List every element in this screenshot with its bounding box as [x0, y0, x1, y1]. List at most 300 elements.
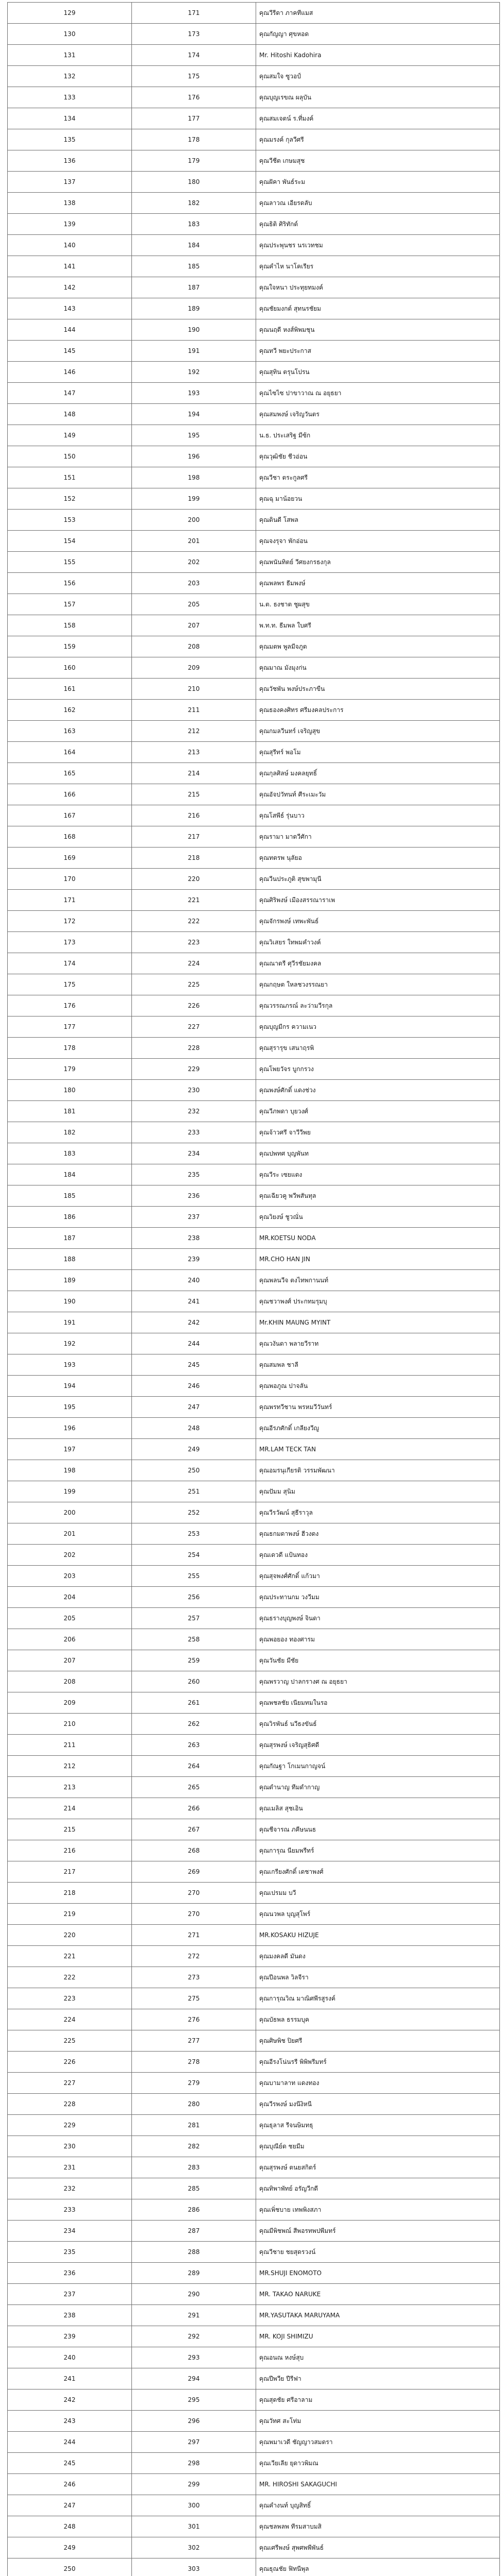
row-name-cell: คุณพลพร ธีมพงษ์	[256, 573, 500, 594]
row-index-cell: 214	[8, 1798, 132, 1819]
row-index-cell: 219	[8, 1904, 132, 1925]
table-row	[8, 425, 500, 446]
row-name-cell: คุณจ้าวศรี จาวีวีพย	[256, 1122, 500, 1143]
row-number-cell: 270	[132, 1883, 256, 1904]
row-index-cell: 158	[8, 615, 132, 636]
row-number-cell: 263	[132, 1735, 256, 1756]
row-index-cell: 201	[8, 1523, 132, 1545]
row-number-cell: 239	[132, 1249, 256, 1270]
row-number-cell: 259	[132, 1650, 256, 1671]
row-index-cell: 222	[8, 1967, 132, 1988]
row-number-cell: 187	[132, 277, 256, 298]
row-index-cell: 241	[8, 2368, 132, 2389]
row-number-cell: 175	[132, 66, 256, 87]
row-number-cell: 255	[132, 1566, 256, 1587]
row-number-cell: 224	[132, 953, 256, 974]
table-row	[8, 1650, 500, 1671]
table-row	[8, 1967, 500, 1988]
row-index-cell: 209	[8, 1692, 132, 1714]
row-index-cell: 228	[8, 2094, 132, 2115]
row-index-cell: 188	[8, 1249, 132, 1270]
row-index-cell: 176	[8, 995, 132, 1016]
row-number-cell: 303	[132, 2558, 256, 2576]
row-index-cell: 142	[8, 277, 132, 298]
table-row	[8, 2558, 500, 2576]
row-name-cell: คุณคำงนท์ บุญสิทธิ์	[256, 2495, 500, 2516]
row-name-cell: คุณวีระ เซยแดง	[256, 1164, 500, 1185]
row-index-cell: 236	[8, 2263, 132, 2284]
row-number-cell: 279	[132, 2073, 256, 2094]
row-name-cell: คุณเฉียวคู พวีพสันทุล	[256, 1185, 500, 1207]
row-index-cell: 192	[8, 1333, 132, 1354]
table-row	[8, 890, 500, 911]
row-name-cell: คุณพอยอง ทองศารม	[256, 1629, 500, 1650]
row-index-cell: 202	[8, 1545, 132, 1566]
row-name-cell: คุณมตพ พูลมีจภูต	[256, 636, 500, 657]
row-index-cell: 175	[8, 974, 132, 995]
row-number-cell: 282	[132, 2136, 256, 2157]
row-index-cell: 171	[8, 890, 132, 911]
table-row	[8, 2368, 500, 2389]
row-name-cell: คุณมรงค์ กุลวีศรี	[256, 129, 500, 150]
table-row	[8, 1460, 500, 1481]
row-number-cell: 292	[132, 2326, 256, 2347]
table-row	[8, 172, 500, 193]
table-row	[8, 1122, 500, 1143]
row-index-cell: 199	[8, 1481, 132, 1502]
row-name-cell: คุณศิษพิช ปิยศรี	[256, 2030, 500, 2052]
row-number-cell: 216	[132, 805, 256, 826]
row-number-cell: 273	[132, 1967, 256, 1988]
row-name-cell: คุณสุรพงษ์ ตนยสกิตร์	[256, 2157, 500, 2178]
row-number-cell: 194	[132, 404, 256, 425]
row-name-cell: คุณธุลาส รีจนษิมทธุ	[256, 2115, 500, 2136]
table-row	[8, 1714, 500, 1735]
row-name-cell: คุณธกมดาพงษ์ ฮีวงดง	[256, 1523, 500, 1545]
row-name-cell: คุณดำนาญ ทีมดำกาญ	[256, 1777, 500, 1798]
table-row	[8, 235, 500, 256]
table-row	[8, 2474, 500, 2495]
row-number-cell: 180	[132, 172, 256, 193]
row-number-cell: 214	[132, 763, 256, 784]
row-name-cell: คุณวีชีต เกษมสุช	[256, 150, 500, 172]
row-name-cell: คุณวีนประภูติ สุขพามุนี	[256, 869, 500, 890]
row-index-cell: 156	[8, 573, 132, 594]
row-number-cell: 195	[132, 425, 256, 446]
row-name-cell: คุณปีพวีย ปีรีฟา	[256, 2368, 500, 2389]
row-name-cell: คุณกัณฐา โกเมนกาญจน์	[256, 1756, 500, 1777]
table-row	[8, 2073, 500, 2094]
row-number-cell: 276	[132, 2009, 256, 2030]
row-index-cell: 183	[8, 1143, 132, 1164]
table-row	[8, 1671, 500, 1692]
row-name-cell: พ.ท.ท. ธีมพล ใบศรี	[256, 615, 500, 636]
row-number-cell: 182	[132, 193, 256, 214]
row-index-cell: 167	[8, 805, 132, 826]
table-row	[8, 848, 500, 869]
table-row	[8, 721, 500, 742]
row-name-cell: MR.LAM TECK TAN	[256, 1439, 500, 1460]
row-index-cell: 161	[8, 679, 132, 700]
row-number-cell: 210	[132, 679, 256, 700]
row-number-cell: 298	[132, 2453, 256, 2474]
row-name-cell: คุณสมเจตน์ ร.ที่มงค์	[256, 108, 500, 129]
row-name-cell: คุณสุรารุข เสนาฤรพิ	[256, 1038, 500, 1059]
row-name-cell: คุณดินดี โสพล	[256, 510, 500, 531]
row-number-cell: 179	[132, 150, 256, 172]
row-index-cell: 141	[8, 256, 132, 277]
row-name-cell: คุณสมพล ชาลี	[256, 1354, 500, 1376]
row-index-cell: 146	[8, 362, 132, 383]
table-row	[8, 615, 500, 636]
row-number-cell: 174	[132, 45, 256, 66]
row-index-cell: 172	[8, 911, 132, 932]
row-name-cell: คุณธิติ ศิริทักด์	[256, 214, 500, 235]
row-name-cell: คุณบุญเรขณ ผลุบัน	[256, 87, 500, 108]
row-index-cell: 211	[8, 1735, 132, 1756]
row-name-cell: คุณพมาเวดี ชัญญาวสมดรา	[256, 2432, 500, 2453]
row-index-cell: 152	[8, 488, 132, 510]
row-number-cell: 236	[132, 1185, 256, 1207]
row-index-cell: 212	[8, 1756, 132, 1777]
table-row	[8, 1502, 500, 1523]
row-index-cell: 137	[8, 172, 132, 193]
row-number-cell: 223	[132, 932, 256, 953]
row-index-cell: 238	[8, 2305, 132, 2326]
row-name-cell: คุณวีรีดา ภาคทีแมส	[256, 3, 500, 24]
row-index-cell: 191	[8, 1312, 132, 1333]
row-name-cell: คุณไซไซ ปาขาวาณ ณ อยุธยา	[256, 383, 500, 404]
row-index-cell: 213	[8, 1777, 132, 1798]
row-number-cell: 237	[132, 1207, 256, 1228]
row-number-cell: 189	[132, 298, 256, 319]
row-name-cell: คุณวงันดา พลายวีราท	[256, 1333, 500, 1354]
row-number-cell: 238	[132, 1228, 256, 1249]
table-row	[8, 1798, 500, 1819]
row-number-cell: 258	[132, 1629, 256, 1650]
row-index-cell: 198	[8, 1460, 132, 1481]
row-name-cell: น.ธ. ประเสริฐ มีซ้ก	[256, 425, 500, 446]
table-row	[8, 2136, 500, 2157]
row-index-cell: 207	[8, 1650, 132, 1671]
table-row	[8, 1587, 500, 1608]
row-index-cell: 247	[8, 2495, 132, 2516]
row-index-cell: 220	[8, 1925, 132, 1946]
table-row	[8, 594, 500, 615]
row-name-cell: คุณเพิ่ชบาย เทพพิงสภา	[256, 2199, 500, 2221]
row-name-cell: Mr.KHIN MAUNG MYINT	[256, 1312, 500, 1333]
row-index-cell: 190	[8, 1291, 132, 1312]
table-row	[8, 1143, 500, 1164]
row-name-cell: คุณกฤษต ใหลชวงรรณยา	[256, 974, 500, 995]
row-index-cell: 184	[8, 1164, 132, 1185]
row-index-cell: 149	[8, 425, 132, 446]
row-name-cell: คุณวีรวัฒน์ สุธีราวุล	[256, 1502, 500, 1523]
row-index-cell: 150	[8, 446, 132, 467]
row-number-cell: 246	[132, 1376, 256, 1397]
row-name-cell: คุณศิริพงษ์ เมืองสรรณาราเพ	[256, 890, 500, 911]
row-name-cell: MR. TAKAO NARUKE	[256, 2284, 500, 2305]
row-name-cell: คุณวีชาย ชยสุดรวงน์	[256, 2242, 500, 2263]
row-number-cell: 220	[132, 869, 256, 890]
row-number-cell: 230	[132, 1080, 256, 1101]
row-index-cell: 242	[8, 2389, 132, 2411]
row-number-cell: 198	[132, 467, 256, 488]
row-name-cell: คุณวิรพันธ์ นวีธงขันธ์	[256, 1714, 500, 1735]
row-number-cell: 262	[132, 1714, 256, 1735]
row-name-cell: คุณมาณ มังมุงก่น	[256, 657, 500, 679]
table-row	[8, 467, 500, 488]
row-index-cell: 240	[8, 2347, 132, 2368]
row-name-cell: คุณธุณชัย ฟิทนีพุล	[256, 2558, 500, 2576]
row-index-cell: 224	[8, 2009, 132, 2030]
table-row	[8, 1038, 500, 1059]
table-row	[8, 150, 500, 172]
row-number-cell: 205	[132, 594, 256, 615]
row-number-cell: 244	[132, 1333, 256, 1354]
table-row	[8, 1333, 500, 1354]
row-index-cell: 155	[8, 552, 132, 573]
table-row	[8, 2115, 500, 2136]
table-row	[8, 953, 500, 974]
row-name-cell: คุณเวียเลีย ยุดาวพิมณ	[256, 2453, 500, 2474]
row-index-cell: 232	[8, 2178, 132, 2199]
row-name-cell: คุณพลนวีจ ตงไทพกานนท์	[256, 1270, 500, 1291]
row-name-cell: คุณสุดชัย ศรีอาลาม	[256, 2389, 500, 2411]
table-row	[8, 319, 500, 341]
table-row	[8, 2178, 500, 2199]
row-number-cell: 178	[132, 129, 256, 150]
row-index-cell: 157	[8, 594, 132, 615]
table-row	[8, 974, 500, 995]
table-row	[8, 341, 500, 362]
row-number-cell: 264	[132, 1756, 256, 1777]
row-name-cell: คุณปพทศ บุญพันท	[256, 1143, 500, 1164]
row-number-cell: 289	[132, 2263, 256, 2284]
row-index-cell: 163	[8, 721, 132, 742]
row-name-cell: คุณเปรมม บวี	[256, 1883, 500, 1904]
row-index-cell: 154	[8, 531, 132, 552]
table-row	[8, 2537, 500, 2558]
row-name-cell: คุณลาวณ เอียรดลับ	[256, 193, 500, 214]
row-index-cell: 177	[8, 1016, 132, 1038]
row-number-cell: 241	[132, 1291, 256, 1312]
row-index-cell: 151	[8, 467, 132, 488]
row-number-cell: 192	[132, 362, 256, 383]
table-row	[8, 1735, 500, 1756]
row-index-cell: 143	[8, 298, 132, 319]
table-row	[8, 1376, 500, 1397]
row-index-cell: 187	[8, 1228, 132, 1249]
row-name-cell: คุณวิยงษ์ ชูวณั่น	[256, 1207, 500, 1228]
row-number-cell: 300	[132, 2495, 256, 2516]
table-row	[8, 2495, 500, 2516]
row-number-cell: 185	[132, 256, 256, 277]
row-name-cell: MR. HIROSHI SAKAGUCHI	[256, 2474, 500, 2495]
row-number-cell: 290	[132, 2284, 256, 2305]
row-name-cell: MR.KOSAKU HIZUJE	[256, 1925, 500, 1946]
table-row	[8, 1481, 500, 1502]
row-number-cell: 256	[132, 1587, 256, 1608]
row-index-cell: 221	[8, 1946, 132, 1967]
row-index-cell: 164	[8, 742, 132, 763]
table-body	[8, 3, 500, 2576]
row-number-cell: 286	[132, 2199, 256, 2221]
row-number-cell: 191	[132, 341, 256, 362]
table-row	[8, 2389, 500, 2411]
table-row	[8, 911, 500, 932]
table-row	[8, 1059, 500, 1080]
row-index-cell: 169	[8, 848, 132, 869]
row-index-cell: 196	[8, 1418, 132, 1439]
row-name-cell: คุณชัยมงกต์ สุทนรชัยม	[256, 298, 500, 319]
row-name-cell: คุณคำไห นาโคเรียร	[256, 256, 500, 277]
row-index-cell: 233	[8, 2199, 132, 2221]
row-index-cell: 243	[8, 2411, 132, 2432]
row-name-cell: MR.SHUJI ENOMOTO	[256, 2263, 500, 2284]
row-number-cell: 202	[132, 552, 256, 573]
row-name-cell: คุณบุณีย์ด ชยมีม	[256, 2136, 500, 2157]
row-name-cell: คุณประทานกม วงวีมม	[256, 1587, 500, 1608]
row-number-cell: 221	[132, 890, 256, 911]
row-number-cell: 248	[132, 1418, 256, 1439]
row-number-cell: 225	[132, 974, 256, 995]
row-index-cell: 165	[8, 763, 132, 784]
row-index-cell: 195	[8, 1397, 132, 1418]
row-name-cell: คุณทตรพ นุลัยอ	[256, 848, 500, 869]
row-index-cell: 206	[8, 1629, 132, 1650]
row-number-cell: 288	[132, 2242, 256, 2263]
row-index-cell: 235	[8, 2242, 132, 2263]
row-number-cell: 183	[132, 214, 256, 235]
row-index-cell: 160	[8, 657, 132, 679]
table-row	[8, 1291, 500, 1312]
table-row	[8, 2030, 500, 2052]
table-row	[8, 1692, 500, 1714]
row-number-cell: 196	[132, 446, 256, 467]
table-row	[8, 657, 500, 679]
row-index-cell: 204	[8, 1587, 132, 1608]
row-index-cell: 234	[8, 2221, 132, 2242]
table-row	[8, 1016, 500, 1038]
row-index-cell: 225	[8, 2030, 132, 2052]
row-index-cell: 140	[8, 235, 132, 256]
table-row	[8, 2411, 500, 2432]
row-name-cell: คุณการุณวิณ มาณิศพีรสูรงค์	[256, 1988, 500, 2009]
row-number-cell: 208	[132, 636, 256, 657]
table-row	[8, 679, 500, 700]
row-number-cell: 233	[132, 1122, 256, 1143]
row-name-cell: คุณวัทศ สะโท่ม	[256, 2411, 500, 2432]
row-index-cell: 182	[8, 1122, 132, 1143]
row-name-cell: คุณกัญญา ศุขหอด	[256, 24, 500, 45]
row-index-cell: 145	[8, 341, 132, 362]
row-index-cell: 244	[8, 2432, 132, 2453]
row-number-cell: 272	[132, 1946, 256, 1967]
table-row	[8, 763, 500, 784]
row-index-cell: 194	[8, 1376, 132, 1397]
data-table	[7, 2, 500, 2576]
row-name-cell: คุณการุณ นียมพรีทร์	[256, 1840, 500, 1861]
table-row	[8, 24, 500, 45]
row-number-cell: 302	[132, 2537, 256, 2558]
table-row	[8, 2009, 500, 2030]
row-name-cell: คุณธองคงศิทร ศรีมงคลประการ	[256, 700, 500, 721]
row-name-cell: คุณวัชพัน พงษ์ประภาขืน	[256, 679, 500, 700]
row-index-cell: 231	[8, 2157, 132, 2178]
table-row	[8, 1819, 500, 1840]
row-index-cell: 130	[8, 24, 132, 45]
row-index-cell: 131	[8, 45, 132, 66]
table-row	[8, 1228, 500, 1249]
row-number-cell: 269	[132, 1861, 256, 1883]
row-index-cell: 239	[8, 2326, 132, 2347]
row-name-cell: คุณโพยวัจร บูกกรวง	[256, 1059, 500, 1080]
table-row	[8, 2305, 500, 2326]
table-row	[8, 214, 500, 235]
row-name-cell: น.ต. ธงชาต ชูผสุข	[256, 594, 500, 615]
row-number-cell: 280	[132, 2094, 256, 2115]
table-row	[8, 742, 500, 763]
table-row	[8, 2284, 500, 2305]
row-number-cell: 265	[132, 1777, 256, 1798]
row-index-cell: 223	[8, 1988, 132, 2009]
row-name-cell: คุณกมลวีนทร์ เจริญสุข	[256, 721, 500, 742]
row-number-cell: 217	[132, 826, 256, 848]
row-index-cell: 168	[8, 826, 132, 848]
row-index-cell: 218	[8, 1883, 132, 1904]
table-row	[8, 362, 500, 383]
table-row	[8, 2432, 500, 2453]
row-number-cell: 234	[132, 1143, 256, 1164]
row-name-cell: MR.CHO HAN JIN	[256, 1249, 500, 1270]
row-name-cell: คุณจักรพงษ์ เทพะพันธ์	[256, 911, 500, 932]
row-name-cell: คุณวีชา ตระกูลศรี	[256, 467, 500, 488]
table-row	[8, 1397, 500, 1418]
row-name-cell: คุณวุฒิชัย ชีวอ่อน	[256, 446, 500, 467]
table-row	[8, 1545, 500, 1566]
row-name-cell: คุณวรรณภรณ์ ละว่ามวีรกุล	[256, 995, 500, 1016]
row-index-cell: 173	[8, 932, 132, 953]
row-index-cell: 129	[8, 3, 132, 24]
row-name-cell: คุณเกรียงศักดิ์ เดชาพงศ์	[256, 1861, 500, 1883]
row-number-cell: 177	[132, 108, 256, 129]
row-number-cell: 278	[132, 2052, 256, 2073]
row-number-cell: 285	[132, 2178, 256, 2199]
row-name-cell: คุณพงษ์ศักดิ์ แดงช่วง	[256, 1080, 500, 1101]
row-number-cell: 291	[132, 2305, 256, 2326]
table-row	[8, 1185, 500, 1207]
row-number-cell: 226	[132, 995, 256, 1016]
row-number-cell: 184	[132, 235, 256, 256]
row-index-cell: 174	[8, 953, 132, 974]
row-name-cell: คุณวันชัย มีชัย	[256, 1650, 500, 1671]
table-row	[8, 1207, 500, 1228]
row-number-cell: 201	[132, 531, 256, 552]
table-row	[8, 1629, 500, 1650]
table-row	[8, 932, 500, 953]
row-number-cell: 293	[132, 2347, 256, 2368]
row-name-cell: คุณอนณ หงษ์สุบ	[256, 2347, 500, 2368]
table-row	[8, 700, 500, 721]
row-name-cell: คุณสุรีทร์ พอโม	[256, 742, 500, 763]
row-number-cell: 252	[132, 1502, 256, 1523]
row-name-cell: คุณอัจปวัทนท์ ศีระเมะวัม	[256, 784, 500, 805]
row-number-cell: 190	[132, 319, 256, 341]
table-row	[8, 1988, 500, 2009]
table-row	[8, 2326, 500, 2347]
row-name-cell: คุณพนันทิตย์ วีศยงกรธงกุล	[256, 552, 500, 573]
